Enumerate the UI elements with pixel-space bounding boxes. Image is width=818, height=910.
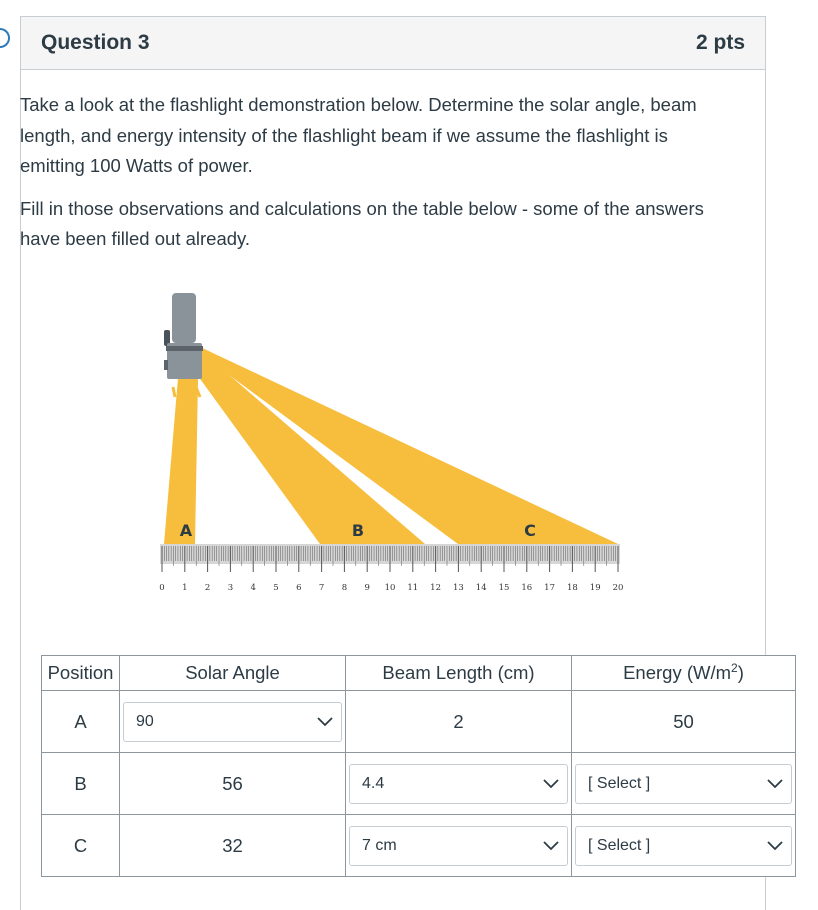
beam-label-b: B — [351, 521, 365, 540]
ruler-tick-label: 18 — [566, 583, 578, 593]
row-c-angle: 32 — [120, 815, 346, 877]
ruler-tick-label: 14 — [475, 583, 487, 593]
row-b-angle: 56 — [120, 753, 346, 815]
row-b-energy-cell — [572, 753, 796, 815]
beam-a — [164, 378, 198, 544]
ruler-tick-label: 11 — [407, 583, 419, 593]
chevron-down-icon — [541, 836, 561, 856]
ruler-tick-label: 19 — [589, 583, 601, 593]
row-b-beam-cell — [346, 753, 572, 815]
ruler-tick-label: 2 — [204, 583, 211, 593]
row-a-energy: 50 — [572, 691, 796, 753]
row-a-angle-cell — [120, 691, 346, 753]
row-a-angle-value: 90 — [136, 712, 154, 730]
ruler-tick-label: 9 — [364, 583, 370, 593]
row-b-beam-value: 4.4 — [362, 774, 385, 792]
question-points: 2 pts — [695, 31, 745, 54]
row-b-energy-select[interactable] — [575, 764, 792, 804]
ruler-tick-label: 15 — [498, 583, 510, 593]
beam-label-c: C — [524, 521, 536, 540]
header-energy: Energy $(W/m^2)$ — [572, 656, 796, 691]
ruler-tick-label: 7 — [318, 583, 325, 593]
chevron-down-icon — [765, 774, 785, 794]
flashlight-figure — [140, 276, 640, 611]
header-beam-length: Beam Length (cm) — [346, 656, 572, 691]
ruler-tick-label: 5 — [273, 583, 279, 593]
row-b-energy-value: [ Select ] — [588, 774, 651, 792]
row-c-energy-value: [ Select ] — [588, 836, 651, 854]
flashlight-diagram — [140, 276, 640, 606]
ruler-tick-label: 10 — [384, 583, 396, 593]
row-a-beam: 2 — [346, 691, 572, 753]
ruler — [159, 544, 623, 593]
chevron-down-icon — [541, 774, 561, 794]
question-marker-icon — [0, 28, 10, 48]
beam-label-a: A — [179, 521, 193, 540]
header-position: Position — [42, 656, 120, 691]
ruler-tick-label: 4 — [250, 583, 256, 593]
question-header — [21, 17, 765, 70]
ruler-tick-label: 3 — [227, 583, 234, 593]
ruler-tick-label: 20 — [612, 583, 624, 593]
row-a-position: A — [42, 691, 120, 753]
question-title: Question 3 — [41, 31, 150, 54]
question-paragraph-1: Take a look at the flashlight demonstration below. Determine the solar angle, beam length, and energy intensity of the flashlight beam if we assume the flashlight is emitting 100 Watts of power. — [20, 94, 697, 176]
ruler-tick-label: 17 — [544, 583, 556, 593]
table-row — [42, 691, 796, 753]
row-c-beam-cell — [346, 815, 572, 877]
ruler-tick-label: 8 — [341, 583, 348, 593]
table-row — [42, 815, 796, 877]
ruler-tick-label: 13 — [452, 583, 464, 593]
row-c-position: C — [42, 815, 120, 877]
row-c-beam-select[interactable] — [349, 826, 568, 866]
answer-table — [41, 655, 796, 877]
table-row — [42, 753, 796, 815]
ruler-tick-label: 6 — [296, 583, 302, 593]
ruler-tick-label: 1 — [182, 583, 188, 593]
header-solar-angle: Solar Angle — [120, 656, 346, 691]
question-paragraph-2: Fill in those observations and calculations on the table below - some of the answers have been filled out already. — [20, 197, 704, 249]
row-a-angle-select[interactable] — [123, 702, 342, 742]
chevron-down-icon — [765, 836, 785, 856]
chevron-down-icon — [315, 712, 335, 732]
ruler-tick-label: 16 — [521, 583, 533, 593]
row-c-energy-select[interactable] — [575, 826, 792, 866]
row-b-beam-select[interactable] — [349, 764, 568, 804]
row-c-beam-value: 7 cm — [362, 836, 397, 854]
row-b-position: B — [42, 753, 120, 815]
row-c-energy-cell — [572, 815, 796, 877]
ruler-tick-label: 0 — [159, 583, 165, 593]
ruler-tick-label: 12 — [430, 583, 442, 593]
question-text — [20, 90, 720, 267]
table-header-row — [42, 656, 796, 691]
